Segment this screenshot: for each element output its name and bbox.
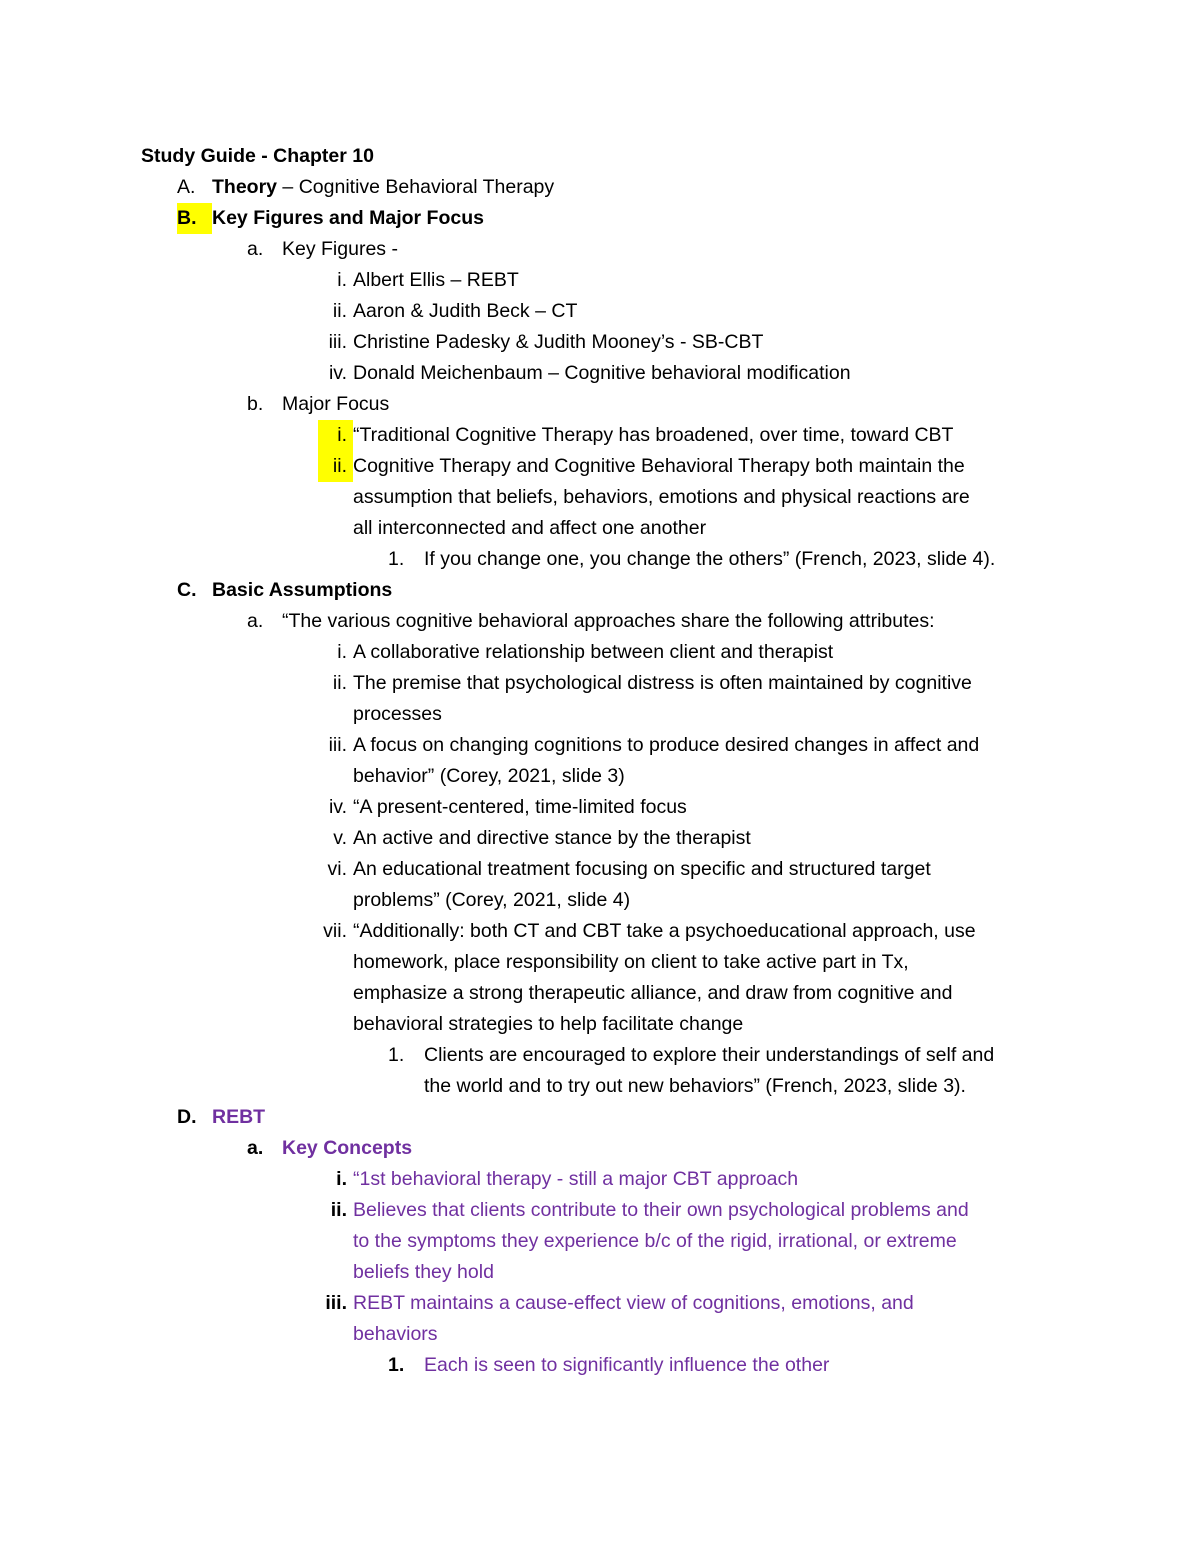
list-marker: a. (247, 238, 264, 260)
list-marker: 1. (388, 548, 405, 570)
outline-item-line: Aaron & Judith Beck – CT (353, 300, 578, 322)
list-marker: vi. (327, 858, 347, 880)
outline-item-line: “A present-centered, time-limited focus (353, 796, 687, 818)
outline-item-line: to the symptoms they experience b/c of the rigid, irrational, or extreme (353, 1230, 957, 1252)
outline-item-line: Clients are encouraged to explore their understandings of self and (424, 1044, 995, 1066)
outline-item-line: Donald Meichenbaum – Cognitive behavioral modification (353, 362, 851, 384)
outline-item-line: the world and to try out new behaviors” (French, 2023, slide 3). (424, 1075, 966, 1097)
outline-item-line: “1st behavioral therapy - still a major CBT approach (353, 1168, 799, 1190)
list-marker: i. (337, 269, 347, 291)
list-marker: 1. (388, 1044, 405, 1066)
list-marker: C. (177, 579, 197, 601)
outline-item-line: If you change one, you change the others” (French, 2023, slide 4). (424, 548, 996, 570)
outline-item-line: Major Focus (282, 393, 390, 415)
list-marker: ii. (332, 672, 347, 694)
list-marker: v. (333, 827, 347, 849)
outline-item-line: Christine Padesky & Judith Mooney’s - SB-CBT (353, 331, 764, 353)
outline-item-line: behavior” (Corey, 2021, slide 3) (353, 765, 625, 787)
list-marker: D. (177, 1106, 197, 1128)
outline-item-line: “The various cognitive behavioral approaches share the following attributes: (282, 610, 935, 632)
list-marker: iv. (328, 796, 347, 818)
outline-item-line: “Additionally: both CT and CBT take a psychoeducational approach, use (353, 920, 976, 942)
list-marker: i. (318, 420, 353, 451)
list-marker: iii. (328, 331, 347, 353)
outline-item-line: The premise that psychological distress is often maintained by cognitive (353, 672, 972, 694)
outline-item-line: REBT maintains a cause-effect view of cognitions, emotions, and (353, 1292, 914, 1314)
outline-item-line: Albert Ellis – REBT (353, 269, 519, 291)
list-marker: i. (336, 1168, 347, 1190)
outline-item-line: Believes that clients contribute to their own psychological problems and (353, 1199, 969, 1221)
outline-item-line: Theory – Cognitive Behavioral Therapy (212, 176, 555, 198)
outline-item-bold-label: Theory (212, 176, 278, 198)
list-marker: 1. (388, 1354, 405, 1376)
outline-item-line: Basic Assumptions (212, 579, 393, 601)
outline-item-line: behaviors (353, 1323, 438, 1345)
outline-item-line: Key Figures and Major Focus (212, 207, 484, 229)
list-marker: vii. (323, 920, 347, 942)
outline-item-line: assumption that beliefs, behaviors, emotions and physical reactions are (353, 486, 970, 508)
outline-item-line: An educational treatment focusing on specific and structured target (353, 858, 931, 880)
outline-item-line: problems” (Corey, 2021, slide 4) (353, 889, 631, 911)
outline-item-line: behavioral strategies to help facilitate change (353, 1013, 744, 1035)
outline-item-line: all interconnected and affect one another (353, 517, 707, 539)
outline-item-line: Key Figures - (282, 238, 398, 260)
document-title: Study Guide - Chapter 10 (141, 145, 374, 167)
outline-item-line: emphasize a strong therapeutic alliance, and draw from cognitive and (353, 982, 953, 1004)
outline-item-line: homework, place responsibility on client to take active part in Tx, (353, 951, 909, 973)
outline-item-line: Cognitive Therapy and Cognitive Behavioral Therapy both maintain the (353, 455, 965, 477)
outline-item-line: Each is seen to significantly influence the other (424, 1354, 830, 1376)
list-marker: B. (177, 203, 212, 234)
list-marker: iii. (325, 1292, 347, 1314)
list-marker: A. (177, 176, 196, 198)
list-marker: iii. (328, 734, 347, 756)
outline-item-line: An active and directive stance by the therapist (353, 827, 751, 849)
list-marker: b. (247, 393, 264, 415)
list-marker: a. (247, 610, 264, 632)
list-marker: iv. (328, 362, 347, 384)
outline-item-line: A focus on changing cognitions to produce desired changes in affect and (353, 734, 980, 756)
list-marker: i. (337, 641, 347, 663)
list-marker: ii. (332, 300, 347, 322)
outline-item-line: processes (353, 703, 442, 725)
list-marker: a. (247, 1137, 264, 1159)
outline-item-line: Key Concepts (282, 1137, 413, 1159)
outline-item-line: A collaborative relationship between client and therapist (353, 641, 834, 663)
outline-item-line: “Traditional Cognitive Therapy has broadened, over time, toward CBT (353, 424, 954, 446)
list-marker: ii. (318, 451, 353, 482)
outline-item-line: beliefs they hold (353, 1261, 494, 1283)
outline-item-line: REBT (212, 1106, 266, 1128)
list-marker: ii. (330, 1199, 347, 1221)
